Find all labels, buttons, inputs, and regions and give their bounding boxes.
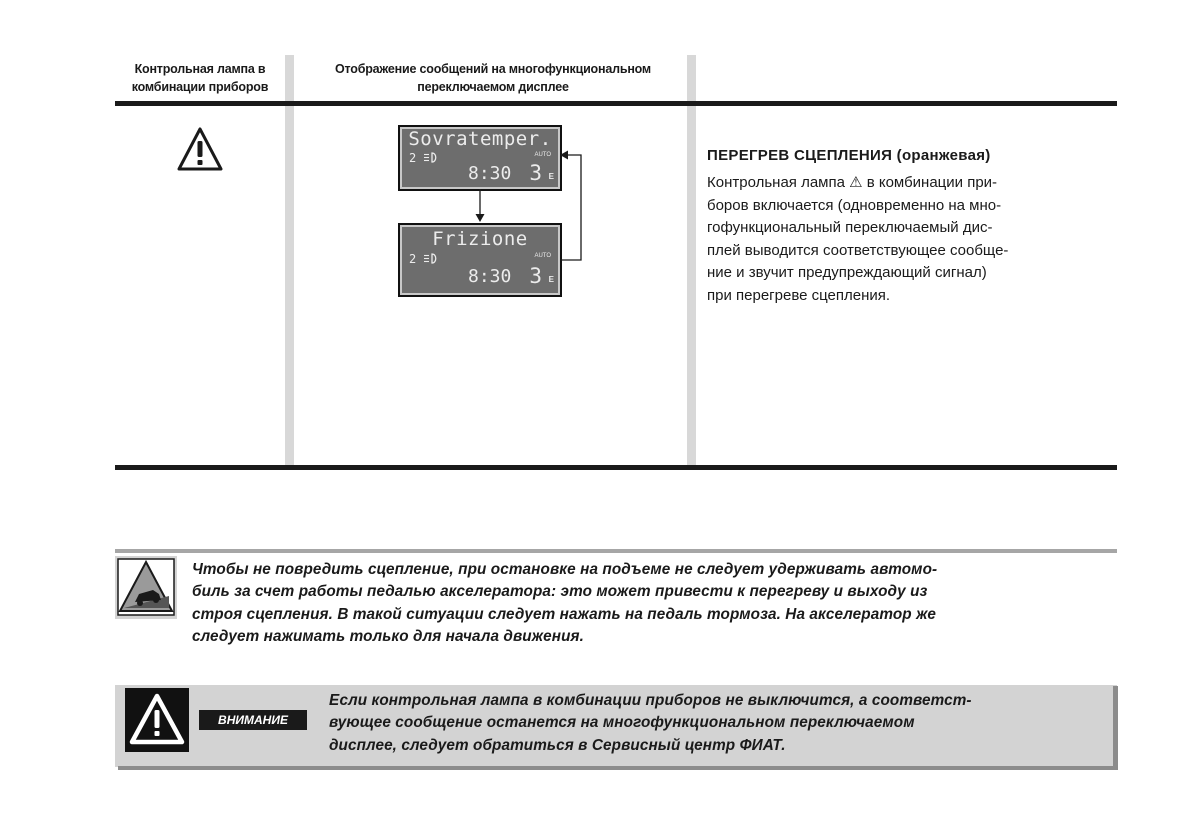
description-text — [707, 172, 1127, 308]
warning-icon-box — [125, 688, 189, 752]
warning-line: Если контрольная лампа в комбинации приборов не выключится, а соответст- — [329, 692, 972, 709]
warning-line: вующее сообщение останется на многофункциональном переключаемом — [329, 714, 915, 732]
warning-triangle-icon — [176, 126, 224, 172]
display-gear: 2 — [409, 151, 439, 165]
tip-text — [192, 559, 1112, 649]
description-line: ние и звучит предупреждающий сигнал) — [707, 264, 987, 282]
warning-box-shadow-right — [1113, 686, 1118, 770]
description-title: ПЕРЕГРЕВ СЦЕПЛЕНИЯ (оранжевая) — [707, 147, 991, 164]
display-time: 8:30 — [468, 163, 512, 184]
warning-triangle-icon — [125, 688, 189, 752]
display-mode: AUTO — [534, 253, 551, 259]
description-line: при перегреве сцепления. — [707, 286, 891, 304]
tip-line: строя сцепления. В такой ситуации следует нажать на педаль тормоза. На акселератор же — [192, 605, 937, 623]
column-divider-2 — [687, 55, 696, 470]
display-gear-suffix: E — [548, 172, 554, 181]
description-line: гофункциональный переключаемый дис- — [707, 219, 993, 237]
display-title: Frizione — [432, 228, 528, 250]
tip-line: Чтобы не повредить сцепление, при остановке на подъеме не следует удерживать автомо- — [192, 561, 938, 578]
tip-line: следует нажимать только для начала движения. — [192, 628, 584, 646]
tip-icon-box — [115, 556, 177, 619]
display-time: 8:30 — [468, 266, 512, 287]
display-gear: 2 — [409, 252, 439, 266]
table-bottom-rule — [115, 465, 1117, 470]
tip-line: биль за счет работы педалью акселератора: это может привести к перегреву и выходу из — [192, 583, 928, 601]
display-title: Sovratemper. — [408, 128, 552, 150]
warning-label: ВНИМАНИЕ — [199, 710, 307, 730]
header-display-column: Отображение сообщений на многофункциональном переключаемом дисплее — [335, 62, 651, 94]
description-line: плей выводится соответствующее сообще- — [707, 241, 1009, 259]
display-gear-digit: 3 — [529, 161, 542, 185]
display-mode: AUTO — [534, 152, 551, 158]
description-line: Контрольная лампа ⚠ в комбинации при- — [707, 174, 998, 191]
display-gear-suffix: E — [548, 275, 554, 284]
column-divider-1 — [285, 55, 294, 470]
description-line: боров включается (одновременно на мно- — [707, 196, 1002, 214]
tip-box-rule — [115, 549, 1117, 553]
headlight-icon — [423, 253, 439, 264]
display-cycle-arrows — [470, 150, 590, 265]
car-on-slope-icon — [115, 556, 177, 619]
header-lamp-column: Контрольная лампа в комбинации приборов — [131, 62, 269, 94]
warning-text — [329, 690, 1109, 757]
headlight-icon — [423, 152, 439, 163]
table-top-rule — [115, 101, 1117, 106]
display-gear-digit: 3 — [529, 264, 542, 288]
warning-box-shadow-bottom — [118, 766, 1118, 770]
warning-line: дисплее, следует обратиться в Сервисный центр ФИАТ. — [329, 736, 786, 754]
